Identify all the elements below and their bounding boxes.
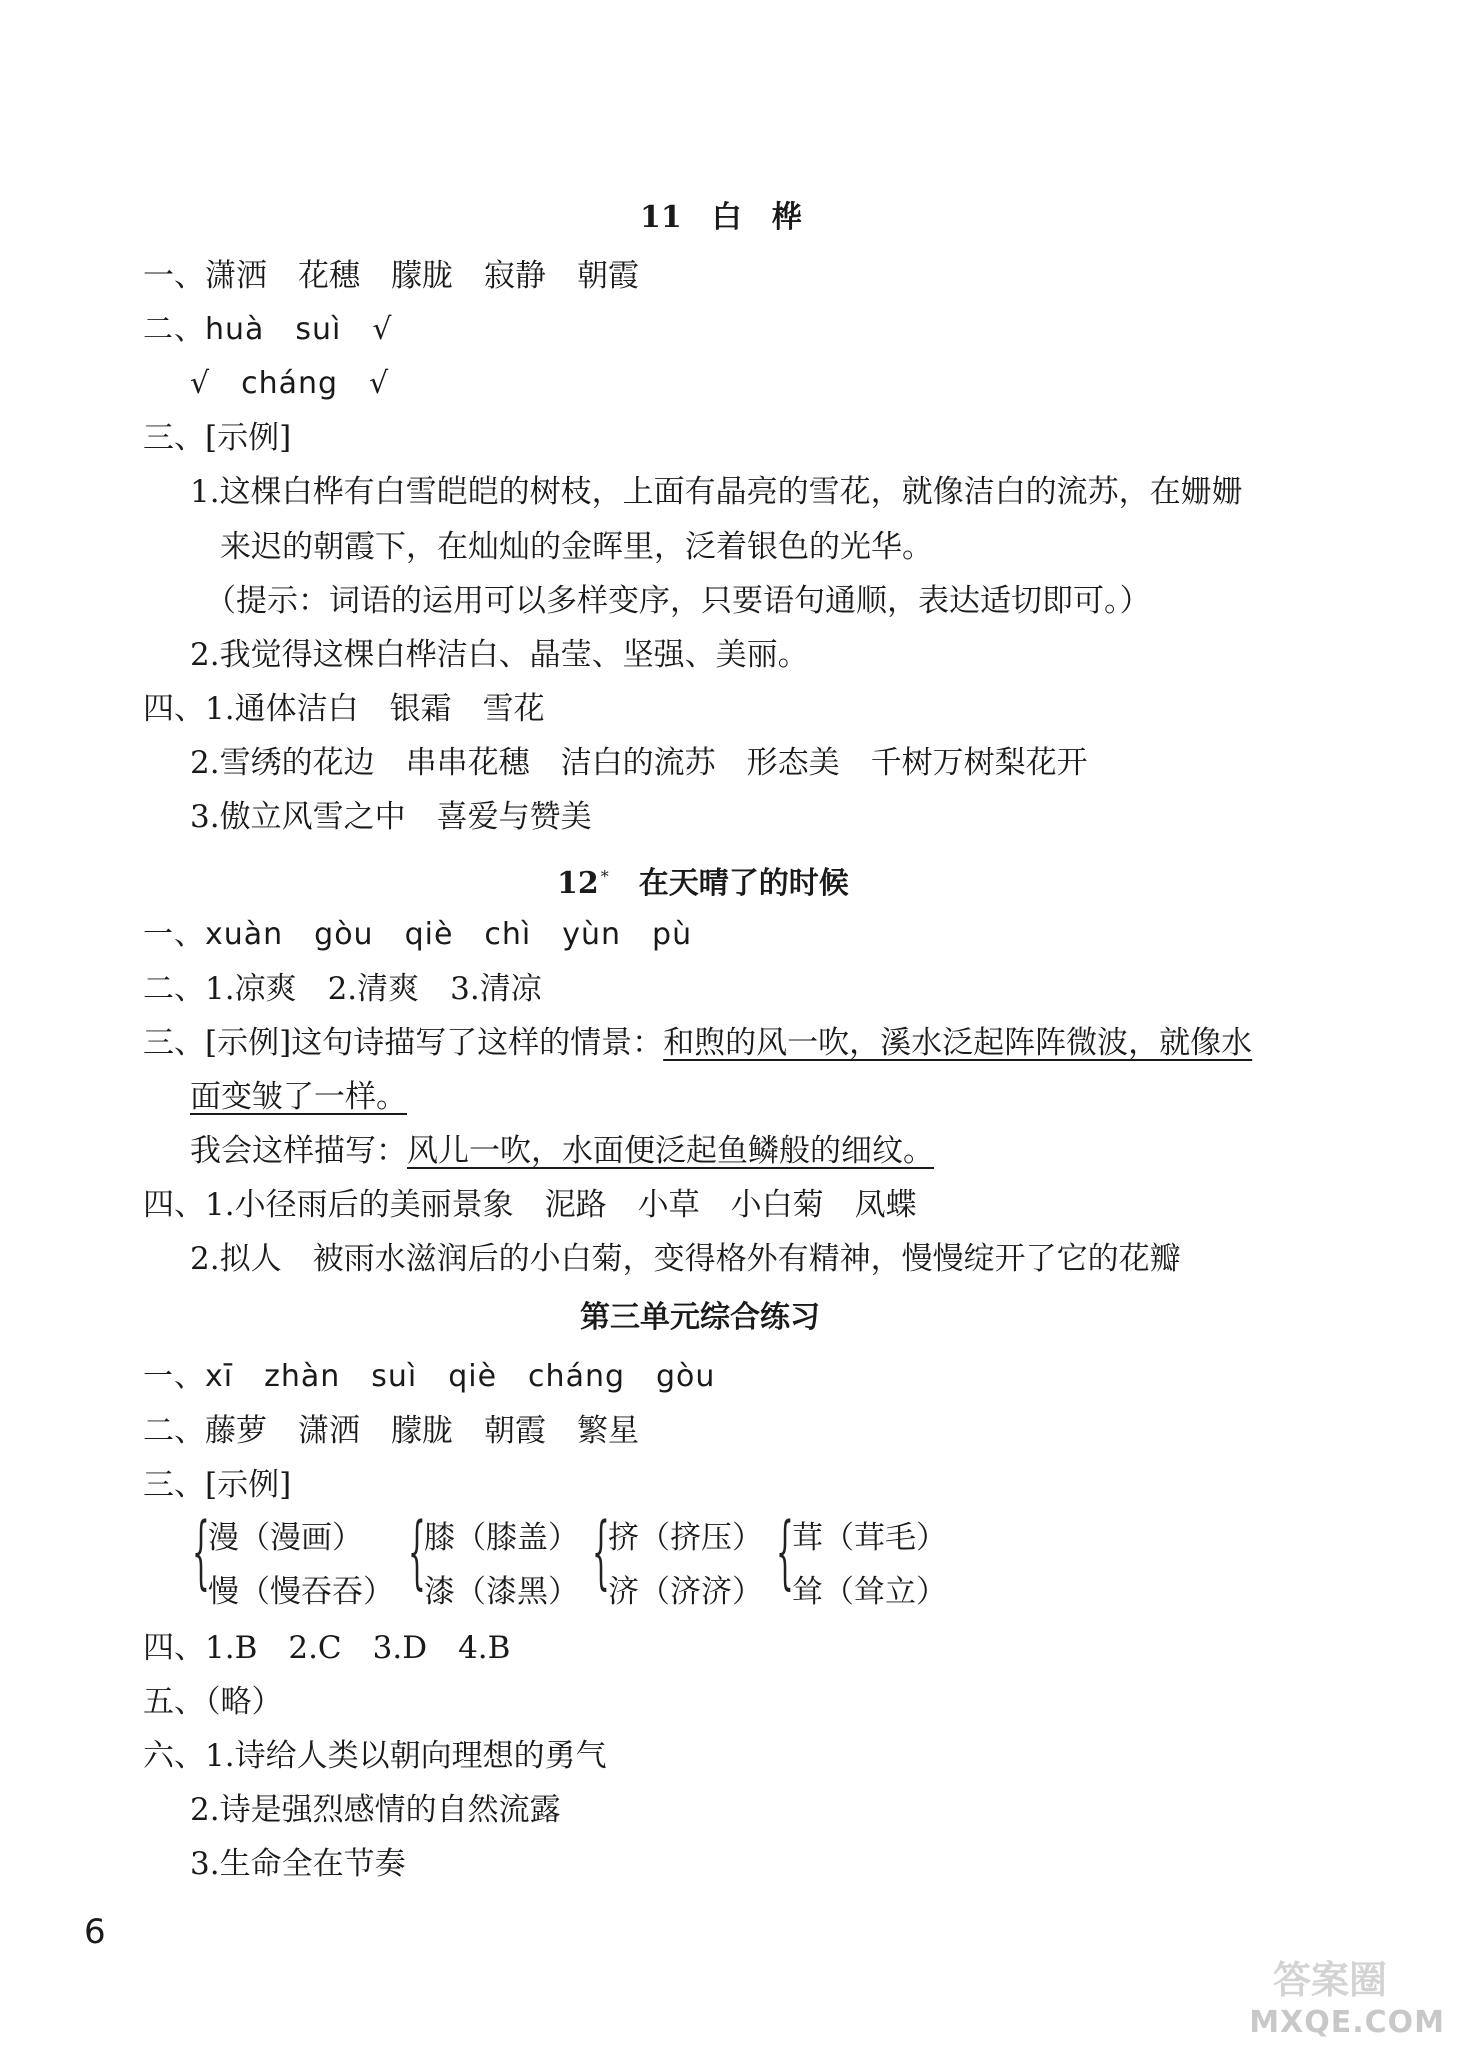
s12-q3-prefix: 三、[示例]这句诗描写了这样的情景：	[143, 1025, 664, 1061]
brace-icon: {	[192, 1505, 210, 1598]
s12-q4-1: 四、1.小径雨后的美丽景象 泥路 小草 小白菊 凤蝶	[143, 1187, 917, 1223]
group-2-a: 膝（膝盖）	[424, 1520, 579, 1556]
s12-q3-b-prefix: 我会这样描写：	[190, 1133, 407, 1169]
section-12-mark: *	[600, 867, 609, 886]
group-1-b: 慢（慢吞吞）	[208, 1574, 394, 1610]
s11-q2b: √ cháng √	[190, 366, 390, 401]
s12-q3-line2	[190, 1077, 407, 1117]
page-number: 6	[84, 1912, 106, 1952]
unit-q6-3: 3.生命全在节奏	[190, 1846, 406, 1882]
unit-q6-2: 2.诗是强烈感情的自然流露	[190, 1792, 561, 1828]
s11-q1: 一、潇洒 花穗 朦胧 寂静 朝霞	[143, 258, 639, 294]
brace-icon: {	[408, 1505, 426, 1598]
unit-q5: 五、（略）	[143, 1684, 283, 1720]
brace-icon: {	[776, 1505, 794, 1598]
s11-q3: 三、[示例]	[143, 420, 292, 456]
section-12-text: 在天晴了的时候	[638, 866, 849, 901]
brace-icon: {	[592, 1505, 610, 1598]
unit-q2: 二、藤萝 潇洒 朦胧 朝霞 繁星	[143, 1413, 639, 1449]
unit-q4: 四、1.B 2.C 3.D 4.B	[143, 1630, 511, 1666]
s12-q4-2: 2.拟人 被雨水滋润后的小白菊，变得格外有精神，慢慢绽开了它的花瓣	[190, 1241, 1181, 1277]
s12-q3-line3	[190, 1131, 934, 1171]
unit-title: 第三单元综合练习	[580, 1300, 820, 1335]
s12-q3-b-underlined: 风儿一吹，水面便泛起鱼鳞般的细纹。	[407, 1133, 934, 1169]
s11-q3-1a: 1.这棵白桦有白雪皑皑的树枝，上面有晶亮的雪花，就像洁白的流苏，在姗姗	[190, 474, 1243, 510]
s11-q3-2: 2.我觉得这棵白桦洁白、晶莹、坚强、美丽。	[190, 637, 809, 673]
group-4-a: 茸（茸毛）	[792, 1520, 947, 1556]
group-1-a: 漫（漫画）	[208, 1520, 363, 1556]
s11-q4-1: 四、1.通体洁白 银霜 雪花	[143, 691, 545, 727]
s12-q3-underlined-1: 和煦的风一吹，溪水泛起阵阵微波，就像水	[663, 1025, 1253, 1061]
section-11-title: 11 白 桦	[640, 200, 802, 235]
section-12-number: 12	[557, 866, 599, 901]
s12-q2: 二、1.凉爽 2.清爽 3.清凉	[143, 971, 542, 1007]
group-3-a: 挤（挤压）	[608, 1520, 763, 1556]
group-4-b: 耸（耸立）	[792, 1574, 947, 1610]
s12-q3-underlined-2: 面变皱了一样。	[190, 1079, 407, 1115]
unit-q1: 一、xī zhàn suì qiè cháng gòu	[143, 1359, 716, 1394]
s12-q3-line1	[143, 1023, 1252, 1063]
s11-q4-2: 2.雪绣的花边 串串花穗 洁白的流苏 形态美 千树万树梨花开	[190, 745, 1088, 781]
unit-q3: 三、[示例]	[143, 1467, 292, 1503]
group-2-b: 漆（漆黑）	[424, 1574, 579, 1610]
section-12-title	[557, 857, 849, 904]
s11-q3-hint: （提示：词语的运用可以多样变序，只要语句通顺，表达适切即可。）	[205, 583, 1151, 619]
s11-q4-3: 3.傲立风雪之中 喜爱与赞美	[190, 799, 592, 835]
watermark-site: MXQE.COM	[1249, 2005, 1445, 2040]
s12-q1: 一、xuàn gòu qiè chì yùn pù	[143, 917, 693, 952]
watermark-logo: 答案圈	[1272, 1958, 1387, 2002]
unit-q6-1: 六、1.诗给人类以朝向理想的勇气	[143, 1738, 607, 1774]
group-3-b: 济（济济）	[608, 1574, 763, 1610]
s11-q3-1b: 来迟的朝霞下，在灿灿的金晖里，泛着银色的光华。	[220, 529, 933, 565]
s11-q2a: 二、huà suì √	[143, 312, 393, 347]
